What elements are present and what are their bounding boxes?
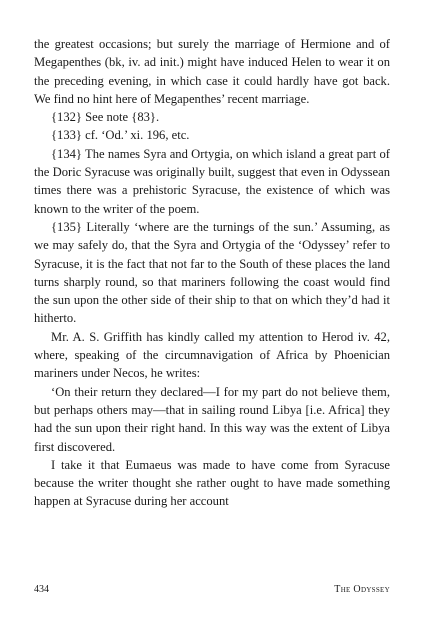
note-134: {134} The names Syra and Ortygia, on which island a great part of the Doric Syracuse was originally built, suggest that even in Odyssean times there was a prehistoric Syracuse, the existence of which was known to the writer of the poem. bbox=[34, 146, 390, 216]
paragraph-herodotus-quote: ‘On their return they declared—I for my part do not believe them, but perhaps others may—that in sailing round Libya [i.e. Africa] they had the sun upon their right hand. In this way was the extent of Libya first discovered. bbox=[34, 384, 390, 454]
note-135: {135} Literally ‘where are the turnings of the sun.’ Assuming, as we may safely do, that the Syra and Ortygia of the ‘Odyssey’ refer to Syracuse, it is the fact that not far to the South of these places the land turns sharply round, so that mariners following the coast would find the sun upon the other side of their ship to that on which they’d had it hitherto. bbox=[34, 219, 390, 326]
paragraph-eumaeus: I take it that Eumaeus was made to have come from Syracuse because the writer thought she rather ought to have made something happen at Syracuse during her account bbox=[34, 457, 390, 509]
running-title: The Odyssey bbox=[334, 584, 390, 595]
body-text bbox=[34, 35, 390, 511]
page-number: 434 bbox=[34, 584, 49, 595]
paragraph-griffith: Mr. A. S. Griffith has kindly called my attention to Herod iv. 42, where, speaking of the circumnavigation of Africa by Phoenician mariners under Necos, he writes: bbox=[34, 329, 390, 381]
note-132: {132} See note {83}. bbox=[51, 110, 160, 125]
note-133: {133} cf. ‘Od.’ xi. 196, etc. bbox=[51, 128, 190, 143]
paragraph-helen-necklace: the greatest occasions; but surely the marriage of Hermione and of Megapenthes (bk, iv. ad init.) might have induced Helen to wear it on the preceding evening, in which case it could hardly have got back. We find no hint here of Megapenthes’ recent marriage. bbox=[34, 37, 390, 106]
page-footer bbox=[34, 584, 390, 600]
